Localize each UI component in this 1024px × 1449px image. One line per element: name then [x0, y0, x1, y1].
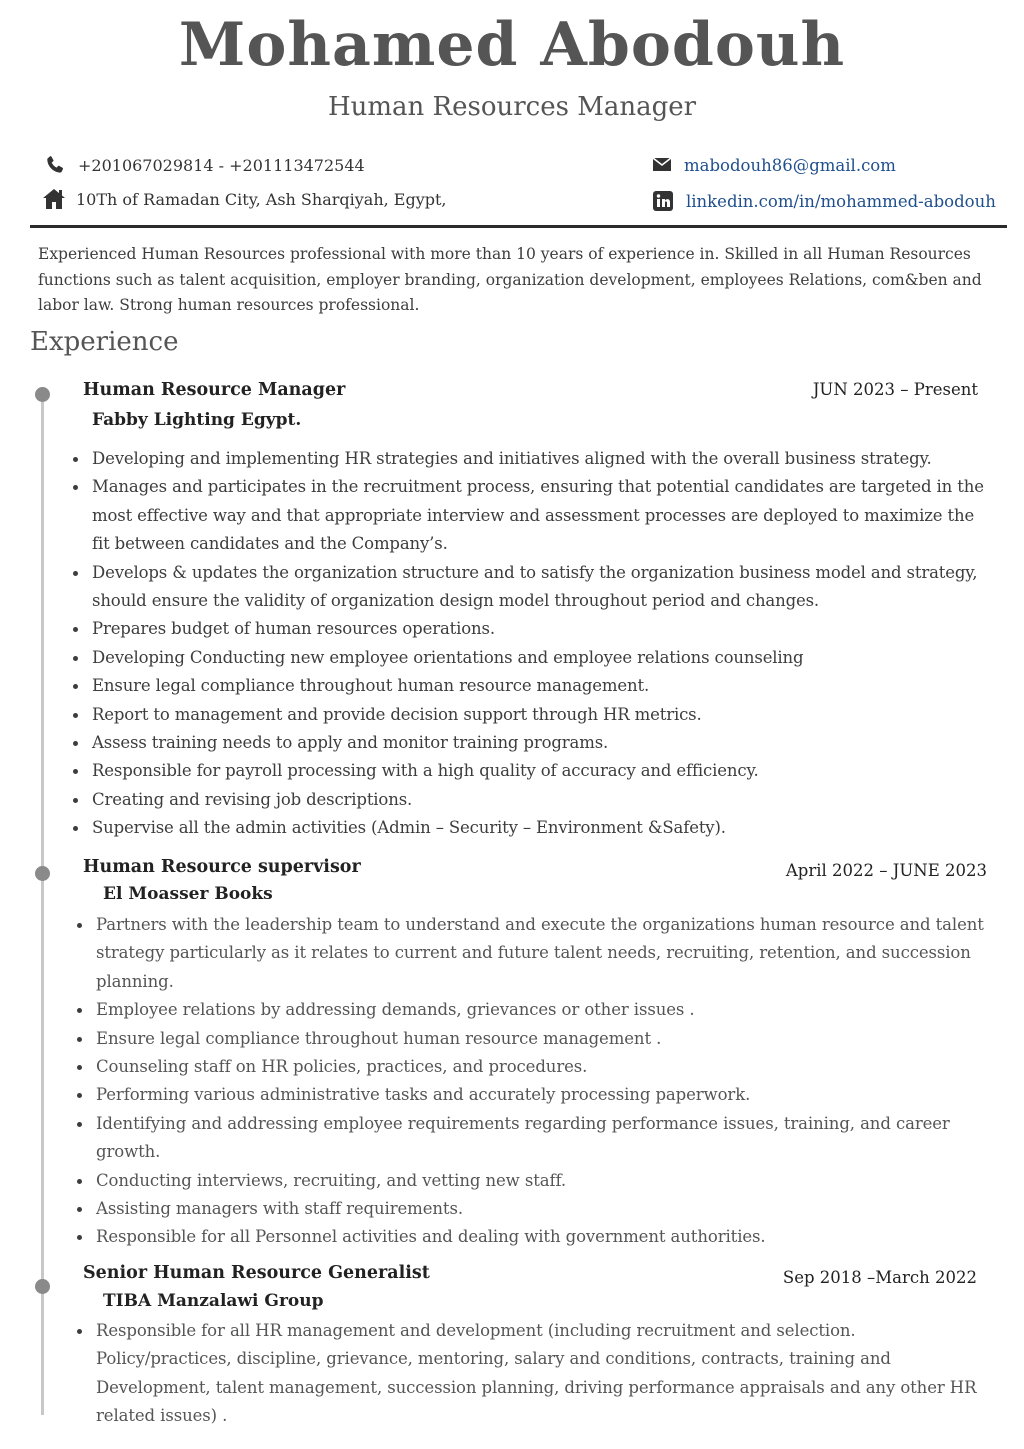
list-item: Developing Conducting new employee orientations and employee relations counseling [92, 644, 992, 672]
company-name: TIBA Manzalawi Group [103, 1291, 324, 1311]
timeline-dot [35, 387, 50, 402]
list-item: Responsible for all HR management and development (including recruitment and selection. Policy/practices, discipline, grievance, mentoring, salary and conditions, contracts, training and Development, talent management, succession planning, driving performance appraisals and any other HR related issues) . [96, 1317, 996, 1431]
candidate-name: Mohamed Abodouh [178, 10, 846, 80]
job-dates: Sep 2018 –March 2022 [782, 1268, 977, 1287]
list-item: Employee relations by addressing demands, grievances or other issues . [96, 996, 996, 1024]
linkedin-icon [652, 190, 676, 212]
list-item: Manages and participates in the recruitment process, ensuring that potential candidates are targeted in the most effective way and that appropriate interview and assessment processes are deployed to maximize the fit between candidates and the Company’s. [92, 473, 992, 558]
timeline-dot [35, 1279, 50, 1294]
list-item: Assess training needs to apply and monitor training programs. [92, 729, 992, 757]
timeline-line [41, 393, 44, 1415]
job-bullet-list [96, 911, 996, 1252]
list-item: Partners with the leadership team to understand and execute the organizations human resource and talent strategy particularly as it relates to current and future talent needs, recruiting, retention, and succession planning. [96, 911, 996, 996]
list-item: Responsible for all Personnel activities and dealing with government authorities. [96, 1223, 996, 1251]
list-item: Identifying and addressing employee requirements regarding performance issues, training, and career growth. [96, 1110, 996, 1167]
job-dates: JUN 2023 – Present [812, 380, 978, 399]
job-title: Senior Human Resource Generalist [83, 1263, 430, 1283]
list-item: Ensure legal compliance throughout human resource management. [92, 672, 992, 700]
job-dates: April 2022 – JUNE 2023 [785, 861, 987, 880]
job-bullet-list [96, 1317, 996, 1431]
list-item: Counseling staff on HR policies, practices, and procedures. [96, 1053, 996, 1081]
phone-icon [44, 154, 68, 176]
list-item: Performing various administrative tasks and accurately processing paperwork. [96, 1081, 996, 1109]
experience-heading: Experience [30, 327, 179, 357]
list-item: Ensure legal compliance throughout human resource management . [96, 1025, 996, 1053]
list-item: Responsible for payroll processing with a high quality of accuracy and efficiency. [92, 757, 992, 785]
linkedin-link[interactable]: linkedin.com/in/mohammed-abodouh [686, 191, 996, 211]
list-item: Prepares budget of human resources operations. [92, 615, 992, 643]
list-item: Developing and implementing HR strategies and initiatives aligned with the overall business strategy. [92, 445, 992, 473]
phone-text: +201067029814 - +201113472544 [78, 155, 365, 175]
job-title: Human Resource Manager [83, 380, 346, 400]
company-name: Fabby Lighting Egypt. [92, 410, 302, 430]
mail-icon [652, 154, 674, 176]
address-contact [42, 188, 447, 210]
candidate-role: Human Resources Manager [327, 92, 697, 122]
email-link[interactable]: mabodouh86@gmail.com [684, 155, 896, 175]
address-text: 10Th of Ramadan City, Ash Sharqiyah, Egypt, [76, 189, 447, 209]
profile-summary: Experienced Human Resources professional with more than 10 years of experience in. Skilled in all Human Resources functions such as talent acquisition, employer branding, organization development, employees Relations, com&ben and labor law. Strong human resources professional. [38, 245, 982, 314]
list-item: Report to management and provide decision support through HR metrics. [92, 701, 992, 729]
phone-contact [44, 154, 365, 176]
list-item: Supervise all the admin activities (Admin – Security – Environment &Safety). [92, 814, 992, 842]
job-title: Human Resource supervisor [83, 857, 361, 877]
header-divider [30, 225, 1007, 228]
list-item: Assisting managers with staff requirements. [96, 1195, 996, 1223]
list-item: Conducting interviews, recruiting, and vetting new staff. [96, 1167, 996, 1195]
list-item: Creating and revising job descriptions. [92, 786, 992, 814]
company-name: El Moasser Books [103, 884, 273, 904]
email-contact[interactable] [652, 154, 896, 176]
home-icon [42, 188, 66, 210]
linkedin-contact[interactable] [652, 190, 996, 212]
list-item: Develops & updates the organization structure and to satisfy the organization business model and strategy, should ensure the validity of organization design model throughout period and changes. [92, 559, 992, 616]
job-bullet-list [92, 445, 992, 843]
timeline-dot [35, 866, 50, 881]
